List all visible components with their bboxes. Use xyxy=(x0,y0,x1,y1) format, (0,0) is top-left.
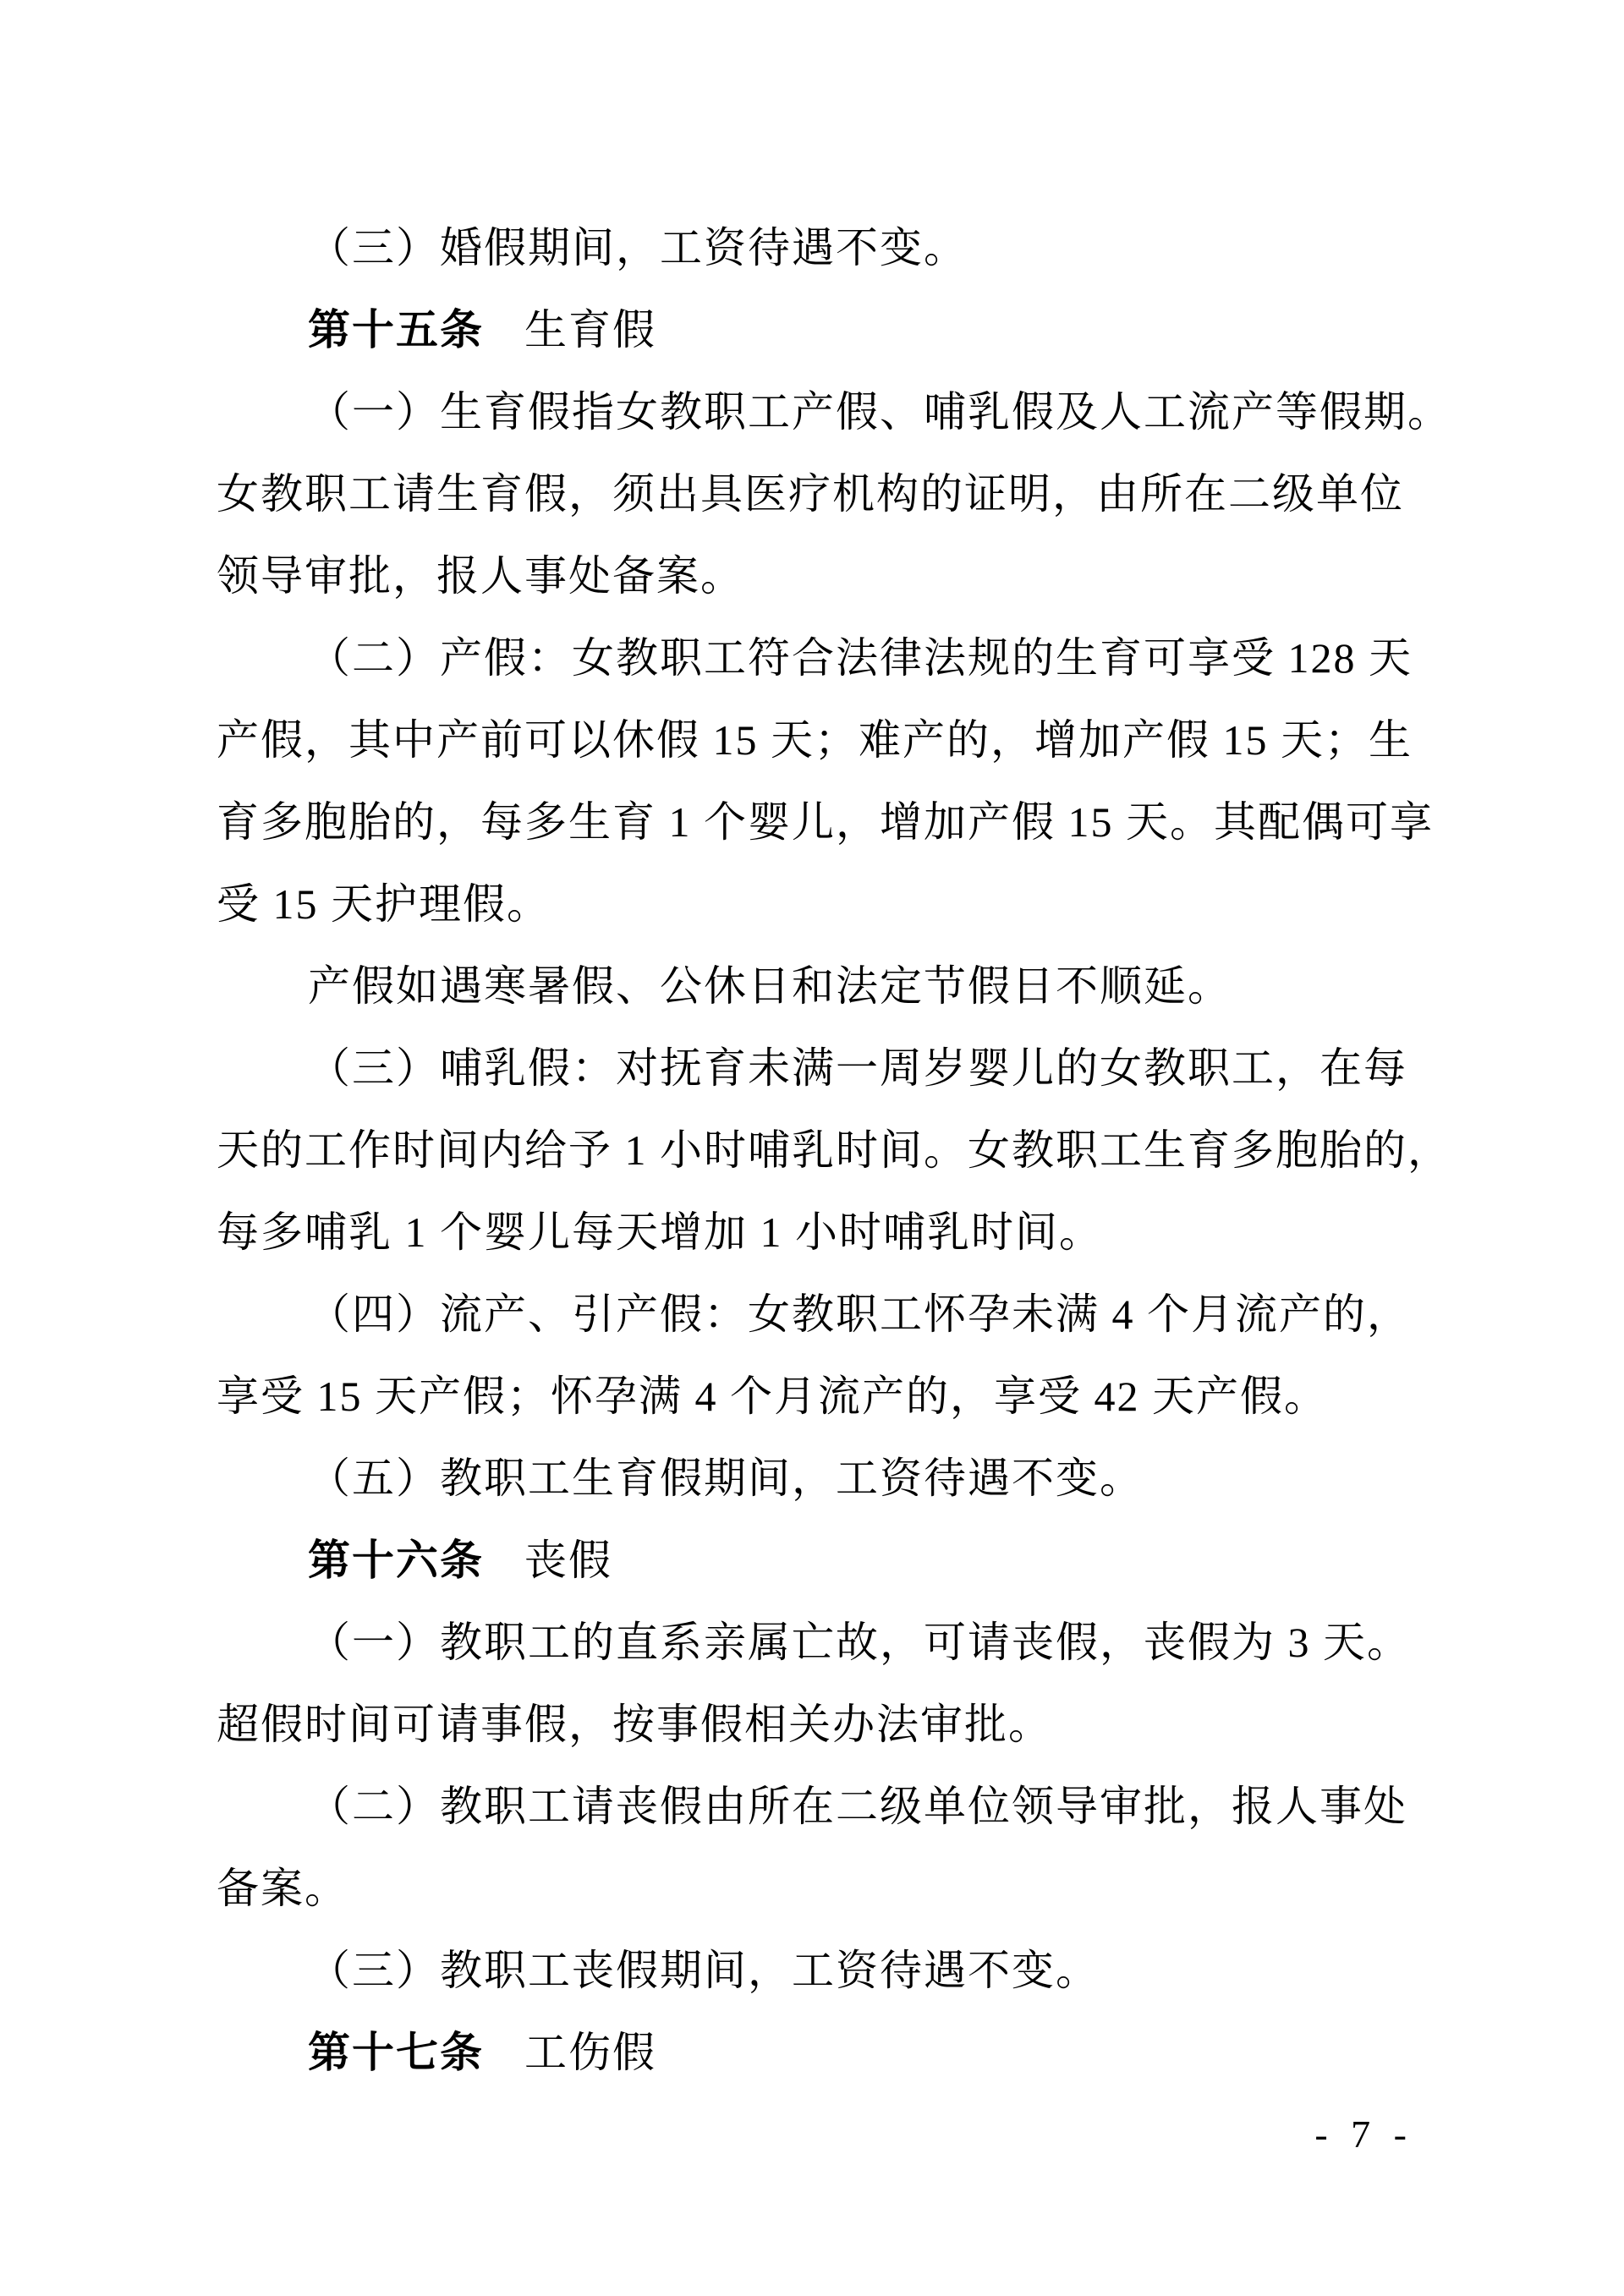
paragraph-line: 每多哺乳 1 个婴儿每天增加 1 小时哺乳时间。 xyxy=(217,1208,1103,1256)
article-heading xyxy=(217,2012,1411,2094)
paragraph-line: （二）教职工请丧假由所在二级单位领导审批，报人事处 xyxy=(308,1783,1407,1830)
page-number: - 7 - xyxy=(1314,2112,1413,2156)
paragraph-line: （四）流产、引产假：女教职工怀孕未满 4 个月流产的， xyxy=(308,1290,1411,1338)
document-body xyxy=(217,207,1451,2094)
paragraph-line: 备案。 xyxy=(217,1865,348,1912)
paragraph-line: （五）教职工生育假期间，工资待遇不变。 xyxy=(308,1455,1144,1502)
article-heading xyxy=(217,289,1411,371)
article-number: 第十七条 xyxy=(308,2029,484,2076)
paragraph-line: 领导审批，报人事处备案。 xyxy=(217,552,744,600)
article-title: 丧假 xyxy=(524,1537,612,1584)
paragraph-line: 享受 15 天产假；怀孕满 4 个月流产的，享受 42 天产假。 xyxy=(217,1373,1328,1420)
article-number: 第十六条 xyxy=(308,1537,484,1584)
article-title: 生育假 xyxy=(524,306,656,353)
article-title: 工伤假 xyxy=(524,2029,656,2076)
paragraph-line: 育多胞胎的，每多生育 1 个婴儿，增加产假 15 天。其配偶可享 xyxy=(217,798,1434,846)
paragraph-line: （三）哺乳假：对抚育未满一周岁婴儿的女教职工，在每 xyxy=(308,1044,1407,1092)
paragraph-line: （二）产假：女教职工符合法律法规的生育可享受 128 天 xyxy=(308,634,1413,682)
article-number: 第十五条 xyxy=(308,306,484,353)
article-heading xyxy=(217,1520,1411,1602)
paragraph-line: （三）教职工丧假期间，工资待遇不变。 xyxy=(308,1947,1100,1994)
paragraph-line: 产假，其中产前可以休假 15 天；难产的，增加产假 15 天；生 xyxy=(217,716,1413,764)
paragraph-line: 天的工作时间内给予 1 小时哺乳时间。女教职工生育多胞胎的， xyxy=(217,1126,1451,1174)
paragraph-line: 超假时间可请事假，按事假相关办法审批。 xyxy=(217,1701,1052,1748)
paragraph-line: 产假如遇寒暑假、公休日和法定节假日不顺延。 xyxy=(308,962,1232,1010)
paragraph-line: （一）生育假指女教职工产假、哺乳假及人工流产等假期。 xyxy=(308,388,1451,436)
paragraph-line: （三）婚假期间，工资待遇不变。 xyxy=(308,224,968,271)
paragraph-line: 受 15 天护理假。 xyxy=(217,880,551,928)
paragraph-line: （一）教职工的直系亲属亡故，可请丧假，丧假为 3 天。 xyxy=(308,1619,1411,1666)
paragraph-line: 女教职工请生育假，须出具医疗机构的证明，由所在二级单位 xyxy=(217,470,1404,518)
